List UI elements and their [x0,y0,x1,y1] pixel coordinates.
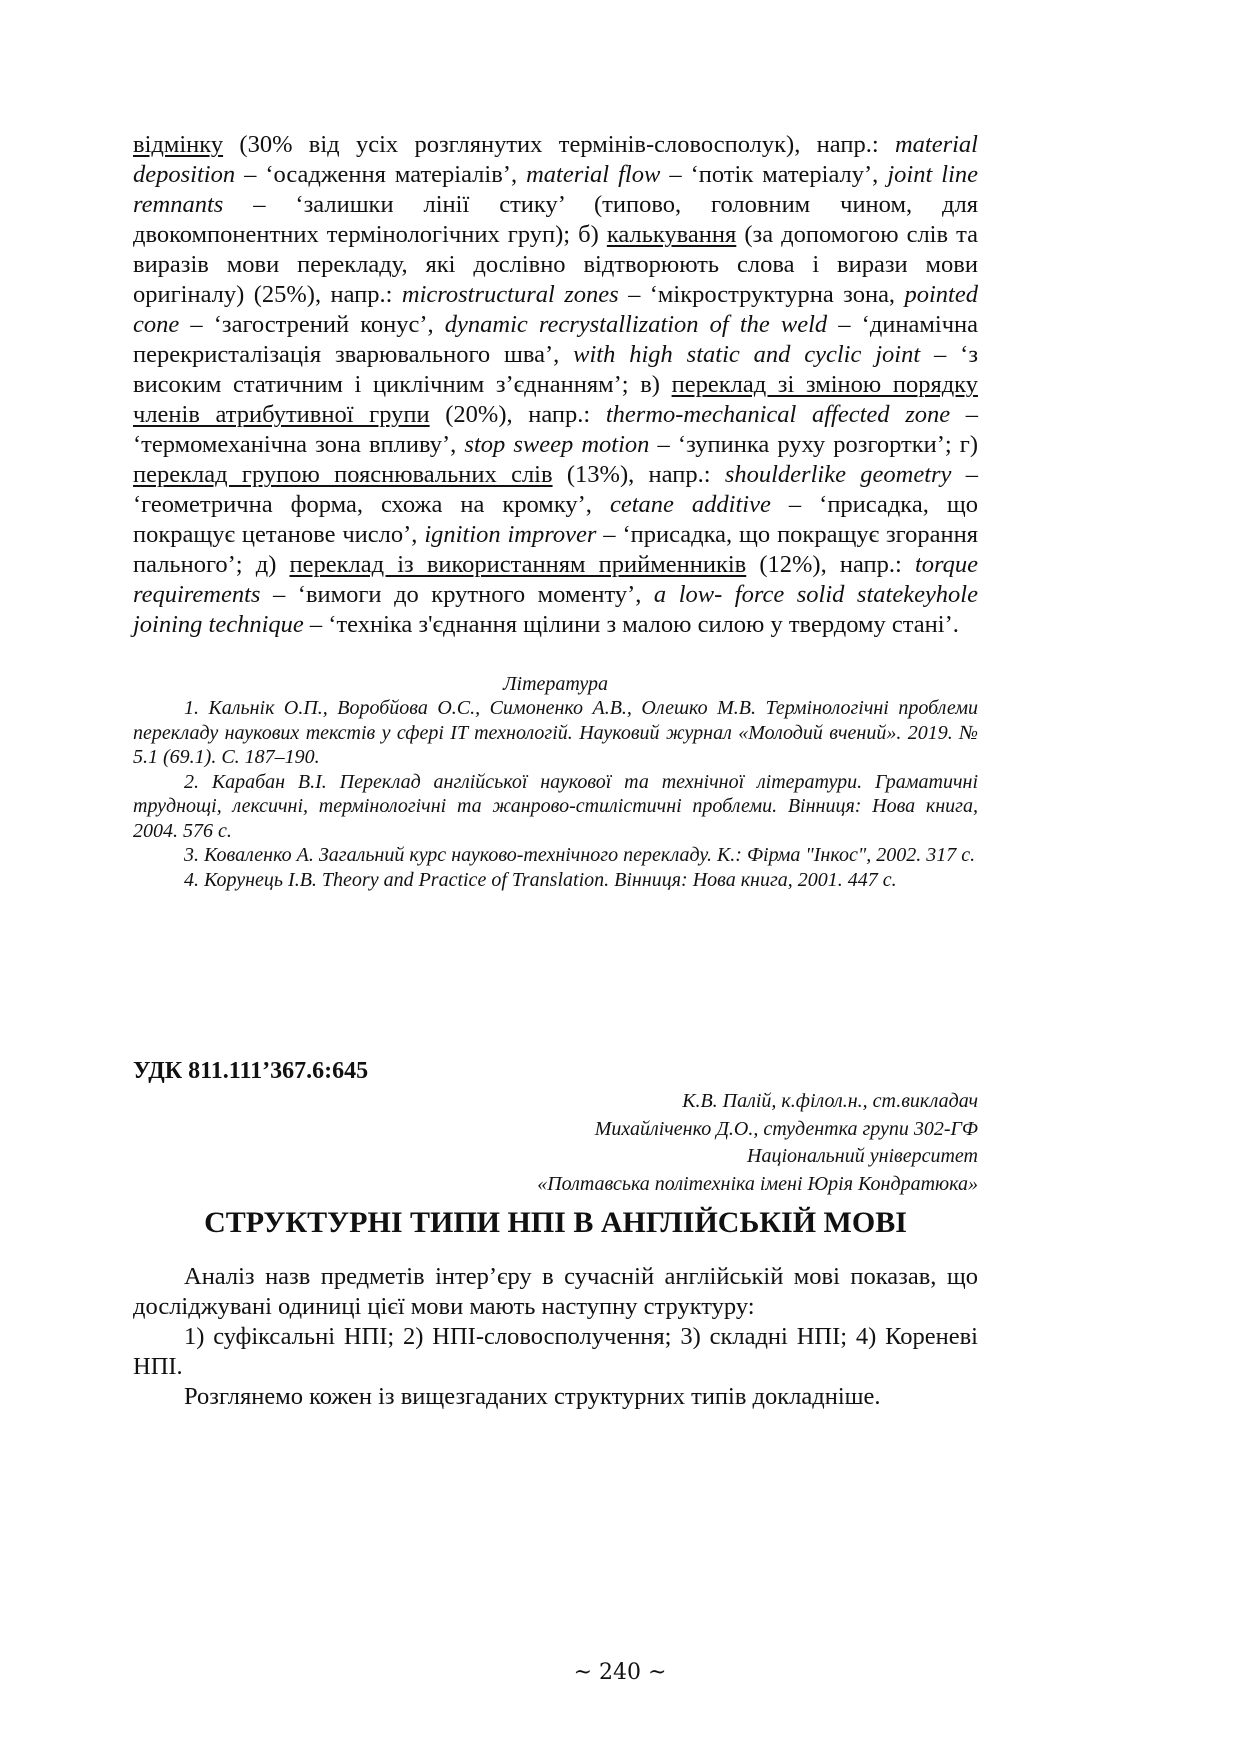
english-term: with high static and cyclic joint [573,341,921,368]
text-segment: – ‘загострений конус’, [179,311,445,338]
affiliation-line: Національний університет [747,1145,978,1167]
english-term: stop sweep motion [464,431,650,458]
text-segment: – ‘техніка з'єднання щілини з малою силою у твердому стані’. [303,611,959,638]
english-term: a low- force solid statekeyhole joining technique [133,581,978,638]
text-segment: – ‘геометрична форма, схожа на кромку’, [133,461,978,518]
body-paragraph: 1) суфіксальні НПІ; 2) НПІ-словосполучення; 3) складні НПІ; 4) Кореневі НПІ. [133,1323,978,1380]
text-segment: – ‘присадка, що покращує згорання пального’; д) [133,521,978,578]
english-term: material flow [526,161,661,188]
text-segment: (20%), напр.: [429,401,606,428]
reference-item: 3. Коваленко А. Загальний курс науково-технічного перекладу. К.: Фірма "Інкос", 2002. 317 с. [184,844,976,866]
text-segment: – ‘потік матеріалу’, [660,161,888,188]
text-segment: – ‘осадження матеріалів’, [235,161,527,188]
english-term: microstructural zones [401,281,619,308]
reference-item: 1. Кальнік О.П., Воробйова О.С., Симоненко А.В., Олешко М.В. Термінологічні проблеми перекладу наукових текстів у сфері IT технологій. Науковий журнал «Молодий вчений». 2019. № 5.1 (69.1). С. 187–190. [133,697,978,768]
article-title: СТРУКТУРНІ ТИПИ НПІ В АНГЛІЙСЬКІЙ МОВІ [204,1206,907,1239]
text-segment: – ‘мікроструктурна зона, [618,281,905,308]
text-segment: (13%), напр.: [552,461,725,488]
article-body [133,1262,978,1412]
body-paragraph: Розглянемо кожен із вищезгаданих структурних типів докладніше. [184,1383,881,1410]
term-method-case: відмінку [133,131,224,158]
english-term: cetane additive [609,491,771,518]
term-method-explanatory: переклад групою пояснювальних слів [133,461,553,488]
text-segment: – ‘зупинка руху розгортки’; г) [649,431,979,458]
term-method-calque: калькування [606,221,737,248]
text-segment: – ‘термомеханічна зона впливу’, [133,401,979,458]
author-block [537,1088,978,1198]
text-segment: – ‘з високим статичним і циклічним з’єднанням’; в) [133,341,978,398]
body-paragraph: Аналіз назв предметів інтер’єру в сучасній англійській мові показав, що досліджувані одиниці цієї мови мають наступну структуру: [133,1263,978,1320]
reference-item: 4. Корунець І.В. Theory and Practice of Translation. Вінниця: Нова книга, 2001. 447 с. [184,868,897,891]
english-term: torque requirements [133,551,978,608]
english-term: pointed cone [133,281,978,338]
udk-code: УДК 811.111’367.6:645 [133,1058,369,1084]
text-segment: – ‘вимоги до крутного моменту’, [260,581,654,608]
text-segment: (12%), напр.: [746,551,915,578]
text-segment: (30% від усіх розглянутих термінів-словосполук), напр.: [223,131,895,158]
reference-item: 2. Карабан В.І. Переклад англійської наукової та технічної літератури. Граматичні труднощі, лексичні, термінологічні та жанрово-стилістичні проблеми. Вінниця: Нова книга, 2004. 576 с. [133,770,978,842]
english-term: joint line remnants [133,161,978,218]
text-segment: – ‘динамічна перекристалізація зварювального шва’, [133,311,978,368]
author-line: Михайліченко Д.О., студентка групи 302-ГФ [594,1117,978,1140]
author-line: К.В. Палій, к.філол.н., ст.викладач [682,1090,978,1112]
english-term: material deposition [133,131,978,188]
page-number: ~ 240 ~ [573,1660,667,1685]
affiliation-line: «Полтавська політехніка імені Юрія Кондратюка» [537,1172,978,1195]
english-term: ignition improver [424,521,597,548]
english-term: shoulderlike geometry [724,461,952,488]
term-method-reorder: переклад зі зміною порядку членів атрибутивної групи [133,371,978,428]
references-list [133,696,978,892]
text-segment: (за допомогою слів та виразів мови перекладу, які дослівно відтворюють слова і вирази мови оригіналу) (25%), напр.: [133,221,978,308]
page-content [133,130,978,892]
body-paragraph [133,130,978,640]
term-method-prepositions: переклад із використанням прийменників [289,551,747,578]
text-segment: – ‘залишки лінії стику’ (типово, головним чином, для двокомпонентних термінологічних груп); б) [133,191,978,248]
references-heading: Література [503,673,608,695]
text-segment: – ‘присадка, що покращує цетанове число’, [133,491,978,548]
english-term: dynamic recrystallization of the weld [444,311,828,338]
english-term: thermo-mechanical affected zone [605,401,951,428]
